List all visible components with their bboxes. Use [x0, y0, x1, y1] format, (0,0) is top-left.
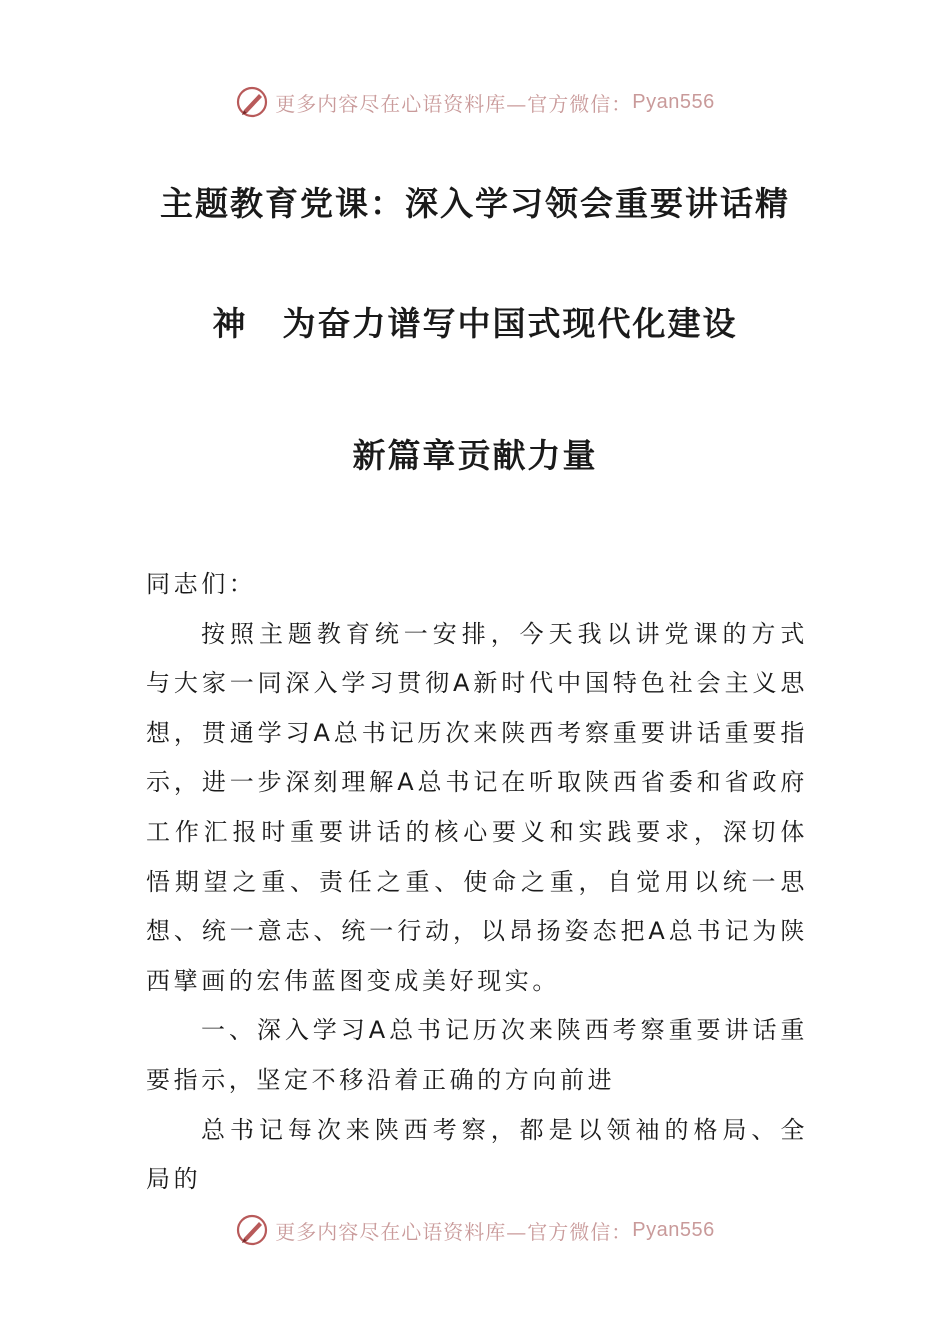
title-line-1: 主题教育党课：深入学习领会重要讲话精 [160, 184, 790, 223]
watermark-wechat-id: Pyan556 [632, 90, 715, 113]
paragraph-intro: 按照主题教育统一安排，今天我以讲党课的方式与大家一同深入学习贯彻A新时代中国特色社会主义思想，贯通学习A总书记历次来陕西考察重要讲话重要指示，进一步深刻理解A总书记在听取陕西省委和省政府工作汇报时重要讲话的核心要义和实践要求，深切体悟期望之重、责任之重、使命之重，自觉用以统一思想、统一意志、统一行动，以昂扬姿态把A总书记为陕西擘画的宏伟蓝图变成美好现实。 [146, 619, 808, 995]
watermark-footer [0, 1208, 950, 1252]
watermark-text: 更多内容尽在心语资料库—官方微信： [275, 91, 633, 116]
watermark-wechat-id: Pyan556 [632, 1218, 715, 1241]
paragraph-section-1: 总书记每次来陕西考察，都是以领袖的格局、全局的 [146, 1115, 808, 1194]
title-line-2: 神 为奋力谱写中国式现代化建设 [212, 304, 738, 343]
pen-logo-icon [235, 1213, 269, 1247]
title-line-3: 新篇章贡献力量 [352, 436, 598, 475]
section-heading-1: 一、深入学习A总书记历次来陕西考察重要讲话重要指示，坚定不移沿着正确的方向前进 [146, 1016, 808, 1094]
salutation: 同志们： [146, 570, 257, 598]
document-body [146, 560, 808, 1205]
watermark-header [0, 80, 950, 124]
watermark-text: 更多内容尽在心语资料库—官方微信： [275, 1219, 633, 1244]
pen-logo-icon [235, 85, 269, 119]
